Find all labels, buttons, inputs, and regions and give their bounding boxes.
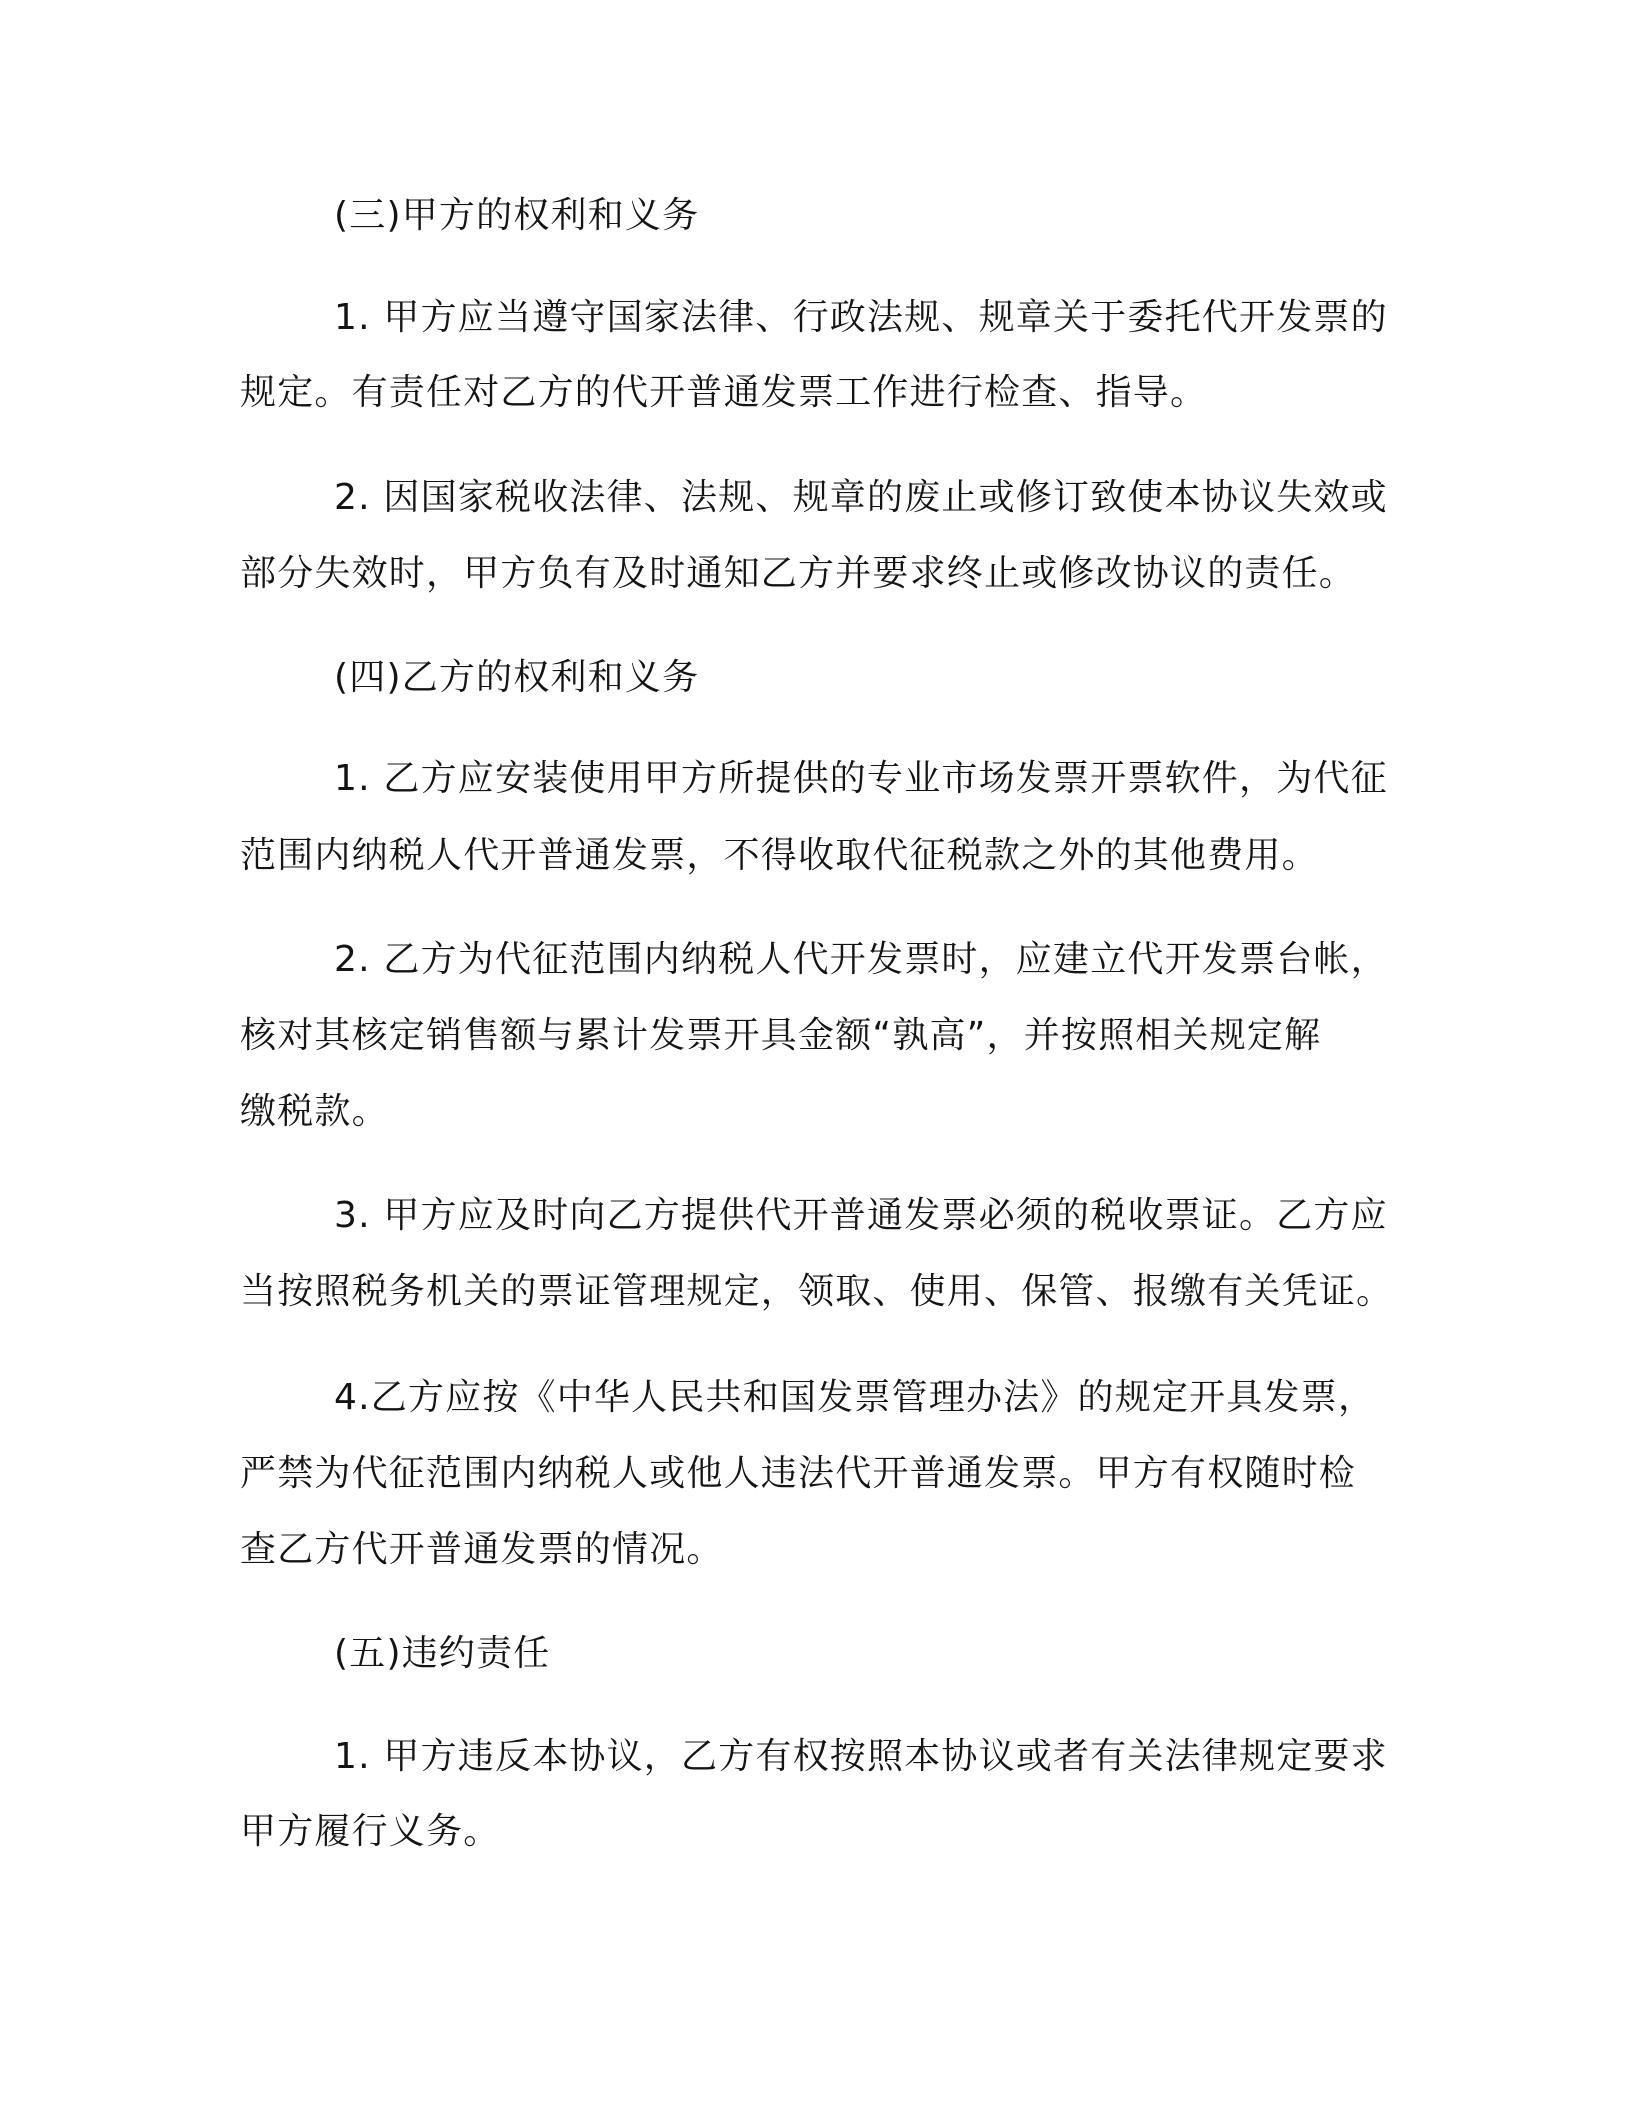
clause-4-1-line-1: 1. 乙方应安装使用甲方所提供的专业市场发票开票软件，为代征 [334, 758, 1388, 799]
clause-3-1-line-2: 规定。有责任对乙方的代开普通发票工作进行检查、指导。 [240, 372, 1208, 413]
clause-4-4-line-1: 4.乙方应按《中华人民共和国发票管理办法》的规定开具发票， [334, 1377, 1376, 1418]
clause-4-2-line-3: 缴税款。 [240, 1091, 389, 1132]
clause-4-1-line-2: 范围内纳税人代开普通发票，不得收取代征税款之外的其他费用。 [240, 835, 1319, 876]
clause-4-3-line-2: 当按照税务机关的票证管理规定，领取、使用、保管、报缴有关凭证。 [240, 1271, 1394, 1312]
clause-4-2-line-2: 核对其核定销售额与累计发票开具金额“孰高”，并按照相关规定解 [240, 1015, 1322, 1056]
clause-3-2-line-1: 2. 因国家税收法律、法规、规章的废止或修订致使本协议失效或 [334, 477, 1388, 518]
section-heading-3: (三)甲方的权利和义务 [334, 195, 700, 236]
section-heading-4: (四)乙方的权利和义务 [334, 657, 700, 698]
clause-4-4-line-2: 严禁为代征范围内纳税人或他人违法代开普通发票。甲方有权随时检 [240, 1453, 1357, 1494]
clause-5-1-line-1: 1. 甲方违反本协议，乙方有权按照本协议或者有关法律规定要求 [334, 1736, 1388, 1777]
section-heading-5: (五)违约责任 [334, 1633, 551, 1674]
clause-3-1-line-1: 1. 甲方应当遵守国家法律、行政法规、规章关于委托代开发票的 [334, 297, 1388, 338]
clause-4-4-line-3: 查乙方代开普通发票的情况。 [240, 1529, 724, 1570]
clause-4-2-line-1: 2. 乙方为代征范围内纳税人代开发票时，应建立代开发票台帐， [334, 939, 1388, 980]
clause-5-1-line-2: 甲方履行义务。 [240, 1811, 501, 1852]
clause-4-3-line-1: 3. 甲方应及时向乙方提供代开普通发票必须的税收票证。乙方应 [334, 1195, 1388, 1236]
clause-3-2-line-2: 部分失效时，甲方负有及时通知乙方并要求终止或修改协议的责任。 [240, 553, 1357, 594]
